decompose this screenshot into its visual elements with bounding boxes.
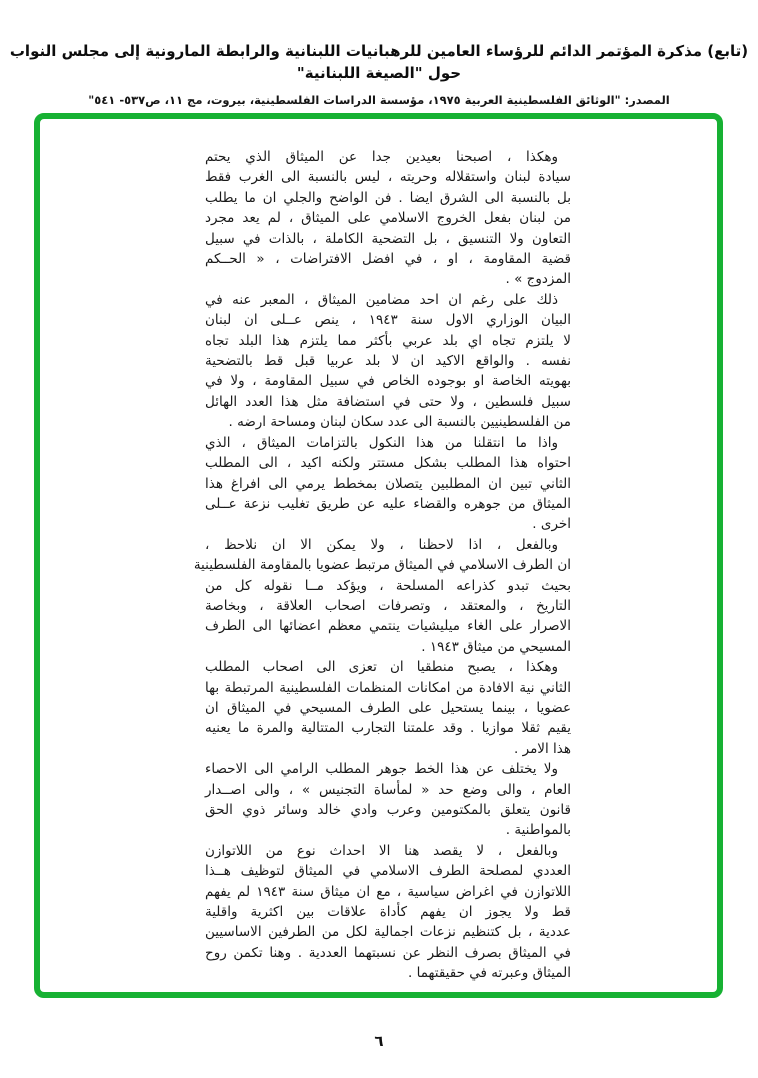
paragraph: [205, 759, 571, 841]
text-line: التاريخ ، والمعتقد ، وتصرفات اصحاب العلاقة ، وبخاصة: [205, 597, 571, 614]
text-line: واذا ما انتقلنا من هذا النكول بالتزامات الميثاق ، الذي: [205, 434, 558, 451]
text-line: ان الطرف الاسلامي في الميثاق مرتبط عضويا بالمقاومة الفلسطينية: [193, 557, 571, 574]
text-line: من لبنان بفعل الخروج الاسلامي على الميثاق ، لم يعد مجرد: [205, 210, 571, 227]
text-line: قانون يتعلق بالمكتومين وعرب وادي خالد وسائر ذوي الحق: [205, 802, 571, 818]
paragraph: [205, 841, 571, 984]
text-line: وهكذا ، اصبحنا بعيدين جدا عن الميثاق الذي يحتم: [205, 149, 558, 165]
text-line: الثاني تبين ان المطلبين يتصلان بمخطط يرمي الى افراغ هذا: [205, 475, 571, 492]
page-header: [0, 40, 758, 107]
text-line: نفسه . والواقع الاكيد ان لا بلد عربيا قبل قط بالتضحية: [205, 353, 571, 370]
text-line: المسيحي من ميثاق ١٩٤٣ .: [421, 638, 571, 655]
text-line: بالمواطنية .: [505, 822, 571, 839]
text-line: من الفلسطينيين بالنسبة الى عدد سكان لبنان ومساحة ارضه .: [228, 414, 571, 431]
text-line: البيان الوزاري الاول سنة ١٩٤٣ ، ينص عــلى ان لبنان: [205, 312, 571, 329]
text-line: الميثاق وعبرته في حقيقتهما .: [408, 965, 571, 982]
text-line: يقيم ثقلا موازيا . وقد علمتنا التجارب المتتالية والمرة ما يعنيه: [205, 720, 571, 737]
text-line: عددية ، بل كتنظيم نزعات اجمالية لكل من الطرفين الاساسيين: [205, 924, 571, 941]
text-line: اخرى .: [532, 516, 571, 533]
text-line: وبالفعل ، اذا لاحظنا ، ولا يمكن الا ان نلاحظ ،: [205, 536, 558, 553]
text-line: سيادة لبنان واستقلاله وحريته ، ليس بالنسبة الى الغرب فقط: [205, 169, 571, 186]
text-line: ذلك على رغم ان احد مضامين الميثاق ، المعبر عنه في: [205, 291, 558, 308]
text-line: قضية المقاومة ، او ، في افضل الافتراضات ، « الحــكم: [205, 251, 571, 268]
text-line: وهكذا ، يصبح منطقيا ان تعزى الى اصحاب المطلب: [205, 659, 558, 676]
text-line: اللاتوازن في اغراض سياسية ، مع ان ميثاق سنة ١٩٤٣ لم يفهم: [205, 883, 571, 900]
green-border-frame: [34, 113, 723, 998]
text-line: ولا يختلف عن هذا الخط جوهر المطلب الرامي الى الاحصاء: [205, 761, 558, 778]
page-number: ٦: [374, 1032, 384, 1050]
text-line: عضويا ، بينما يستحيل على الطرف المسيحي في الميثاق ان: [205, 699, 571, 716]
paragraph: [205, 147, 571, 290]
text-line: قط ولا يجوز ان يفهم كأداة علاقات بين اكثرية واقلية: [205, 904, 571, 921]
text-line: في الميثاق بصرف النظر عن نسبتهما العددية . وهنا تكمن روح: [205, 944, 571, 961]
text-line: العددي لمصلحة الطرف الاسلامي في الميثاق لتوظيف هــذا: [205, 863, 571, 880]
text-line: هذا الامر .: [514, 740, 571, 757]
text-line: المزدوج » .: [505, 271, 571, 288]
text-line: التعاون ولا التنسيق ، بل التضحية الكاملة ، بالذات في سبيل: [205, 230, 571, 247]
text-line: الاصرار على الغاء ميليشيات ينتمي معظم اعضائها الى الطرف: [205, 618, 571, 635]
text-line: احتواه هذا المطلب بشكل مستتر ولكنه اكيد ، الى المطلب: [205, 455, 571, 472]
text-line: الثاني نية الافادة من امكانات المنظمات الفلسطينية المرتبطة بها: [205, 679, 571, 696]
text-line: بحيث تبدو كذراعه المسلحة ، ويؤكد مــا نقوله كل من: [205, 577, 571, 594]
document-body-text: [193, 147, 571, 984]
text-line: بل بالنسبة الى الشرق ايضا . فن الواضح والجلي ان ما يطلب: [205, 189, 571, 206]
text-line: بهويته الخاصة او بوجوده الخاص في سبيل المقاومة ، ولا في: [205, 373, 571, 390]
paragraph: [205, 657, 571, 759]
text-line: الميثاق من جوهره والقضاء عليه عن طريق تغليب نزعة عــلى: [205, 495, 571, 512]
paragraph: [193, 535, 571, 657]
document-source-citation: المصدر: "الوثائق الفلسطينية العربية ١٩٧٥، مؤسسة الدراسات الفلسطينية، بيروت، مج ١١، ص٥٣٧- ٥٤١": [88, 93, 670, 107]
paragraph: [205, 290, 571, 433]
text-line: العام ، والى وضع حد « لمأساة التجنيس » ، والى اصــدار: [205, 781, 571, 798]
text-line: وبالفعل ، لا يقصد هنا الا احداث نوع من اللاتوازن: [205, 842, 558, 859]
paragraph: [205, 433, 571, 535]
text-line: لا يلتزم تجاه اي بلد عربي بأكثر مما يلتزم هذا البلد تجاه: [205, 332, 571, 349]
document-title: (تابع) مذكرة المؤتمر الدائم للرؤساء العامين للرهبانيات اللبنانية والرابطة المارونية إلى مجلس النواب حول "الصيغة اللبنانية": [9, 42, 749, 82]
text-line: سبيل فلسطين ، ولا حتى في استضافة مثل هذا العدد الهائل: [205, 393, 571, 410]
